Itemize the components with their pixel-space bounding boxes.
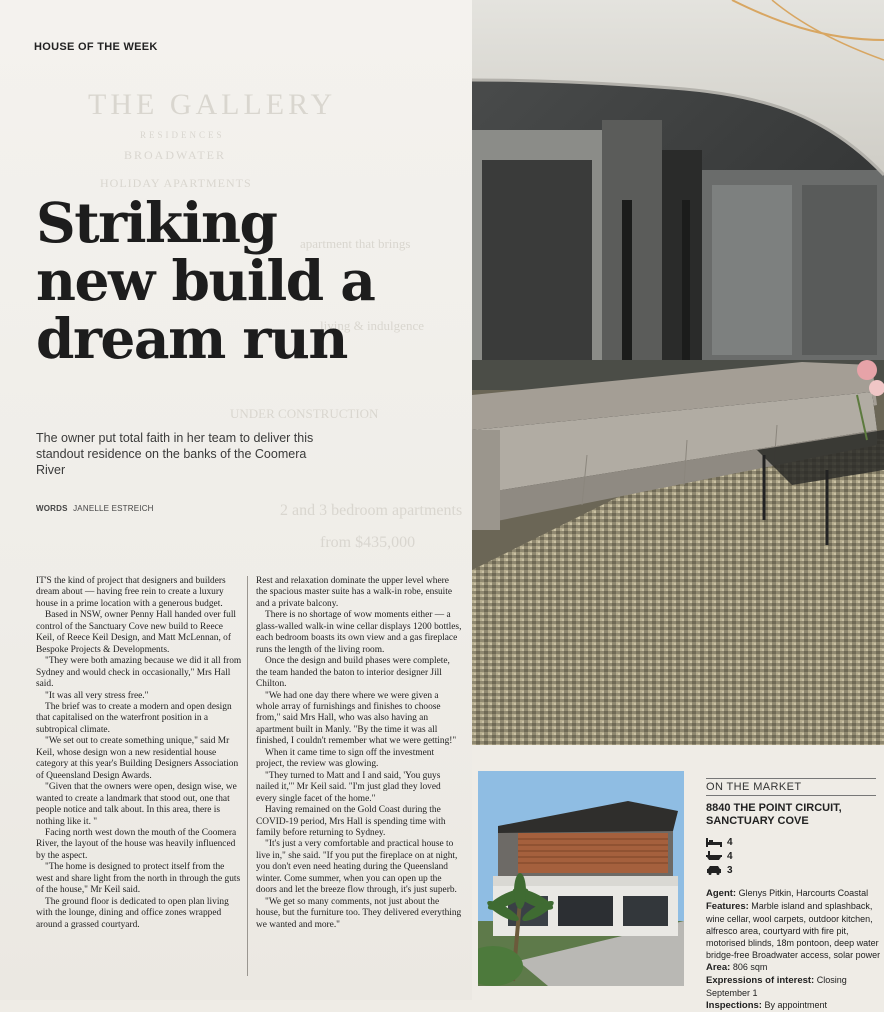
features-row [706, 900, 882, 961]
car-spaces [706, 863, 882, 877]
property-details [706, 887, 882, 1012]
paragraph: "Given that the owners were open, design wise, we wanted to create a landmark that stood out, one that people notice and talk about. In this area, there is nothing like it. " [36, 782, 237, 827]
paragraph: "We get so many comments, not just about the house, but the furniture too. They delivered everything we wanted and more." [256, 896, 462, 930]
headline-line: dream run [36, 306, 347, 371]
paragraph: Rest and relaxation dominate the upper level where the spacious master suite has a walk-in robe, ensuite and a private balcony. [256, 576, 453, 609]
on-the-market-panel [706, 778, 882, 1012]
area-row [706, 961, 882, 974]
paragraph: Facing north west down the mouth of the Coomera River, the layout of the house was heavily influenced by the aspect. [36, 827, 237, 861]
ghost-line: from $435,000 [320, 534, 416, 551]
hero-photo [472, 0, 884, 745]
inspections-label: Inspections: [706, 1000, 762, 1011]
paragraph: When it came time to sign off the investment project, the review was glowing. [256, 747, 435, 770]
agent-row [706, 887, 882, 900]
inspections-value: By appointment [764, 1000, 828, 1010]
paragraph: "We set out to create something unique," said Mr Keil, whose design won a new residential house category at this year's Building Designers Association of Queensland Design Awards. [36, 736, 239, 781]
exterior-photo [478, 771, 684, 986]
headline-line: new build a [36, 248, 375, 313]
features-value: Marble island and splashback, wine cellar, wool carpets, outdoor kitchen, alfresco area, courtyard with fire pit, motorised blinds, 18m pontoon, deep water bridge-free Broadwater access, solar power [706, 901, 881, 960]
bathrooms [706, 849, 882, 863]
byline-name: JANELLE ESTREICH [73, 504, 154, 513]
property-specs [706, 835, 882, 877]
bedrooms [706, 835, 882, 849]
area-label: Area: [706, 962, 731, 973]
inspections-row [706, 999, 882, 1012]
bath-icon [706, 851, 722, 861]
eoi-row [706, 974, 882, 999]
ghost-line: BROADWATER [124, 148, 227, 162]
paragraph: IT'S the kind of project that designers and builders dream about — having free rein to create a luxury house in a prime location with a generous budget. [36, 576, 226, 609]
paragraph: There is no shortage of wow moments either — a glass-walled walk-in wine cellar displays 1200 bottles, each bedroom boasts its own view and a gas fireplace runs the length of the living room. [256, 610, 462, 655]
car-icon [706, 865, 722, 875]
ghost-line: living & indulgence [320, 318, 424, 333]
paragraph: The ground floor is dedicated to open plan living with the lounge, dining and office zones wrapped around a grassed courtyard. [36, 896, 229, 930]
address-line: 8840 THE POINT CIRCUIT, [706, 802, 842, 814]
eoi-value: Closing September 1 [706, 975, 847, 998]
eoi-label: Expressions of interest: [706, 975, 815, 986]
paragraph: "It's just a very comfortable and practical house to live in," she said. "If you put the fireplace on at night, you don't even need heating during the Queensland winter. Come summer, when you can open up the doors and let the breeze flow through, it's just superb. [256, 839, 458, 896]
ghost-line: THE GALLERY [88, 88, 337, 121]
bedroom-count: 4 [727, 836, 733, 848]
paragraph: Having remained on the Gold Coast during the COVID-19 period, Mrs Hall is spending time with family before returning to Sydney. [256, 805, 446, 838]
paragraph: "The home is designed to protect itself from the west and share light from the north in through the guts of the house," Mr Keil said. [36, 862, 241, 896]
agent-value: Glenys Pitkin, Harcourts Coastal [738, 888, 869, 898]
area-value: 806 sqm [732, 962, 768, 972]
column-divider [247, 576, 248, 976]
house-exterior-illustration [478, 771, 684, 986]
standfirst: The owner put total faith in her team to deliver this standout residence on the banks of the Coomera River [36, 431, 314, 477]
ghost-line: apartment that brings [300, 236, 411, 251]
paragraph: "It was all very stress free." [45, 690, 149, 701]
car-count: 3 [727, 864, 733, 876]
paragraph: Once the design and build phases were complete, the team handed the baton to interior designer Jill Chilton. [256, 656, 450, 690]
ghost-line: UNDER CONSTRUCTION [230, 406, 379, 421]
headline [36, 190, 466, 371]
market-heading: ON THE MARKET [706, 778, 876, 796]
paragraph: "They were both amazing because we did it all from Sydney and would check in occasionally," Mrs Hall said. [36, 656, 242, 690]
section-label: HOUSE OF THE WEEK [34, 41, 158, 53]
ghost-line: RESIDENCES [140, 130, 225, 140]
paragraph: The brief was to create a modern and open design that capitalised on the waterfront position in a subtropical climate. [36, 701, 232, 735]
address-line: SANCTUARY COVE [706, 814, 809, 827]
bed-icon [706, 837, 722, 847]
ghost-line: 2 and 3 bedroom apartments [280, 502, 463, 519]
paragraph: "We had one day there where we were given a whole array of furnishings and finishes to choose from," said Mrs Hall, who was also having an apartment built in Manly. "By the time it was all finished, I couldn't remember what we were getting!" [256, 690, 457, 747]
paragraph: Based in NSW, owner Penny Hall handed over full control of the Sanctuary Cove new build to Reece Keil, of Reece Keil Design, and Matt McLennan, of Bespoke Projects & Developments. [36, 610, 237, 655]
property-address [706, 802, 882, 827]
bathroom-count: 4 [727, 850, 733, 862]
agent-label: Agent: [706, 888, 737, 899]
body-column-1 [36, 576, 242, 931]
byline [36, 504, 154, 513]
body-column-2 [256, 576, 462, 931]
features-label: Features: [706, 901, 749, 912]
ghost-line: HOLIDAY APARTMENTS [100, 176, 252, 190]
living-room-illustration [472, 0, 884, 745]
byline-label: WORDS [36, 504, 68, 513]
headline-line: Striking [36, 190, 277, 255]
paragraph: "They turned to Matt and I and said, 'You guys nailed it,'" Mr Keil said. "I'm just glad they loved every single facet of the home." [256, 770, 441, 804]
